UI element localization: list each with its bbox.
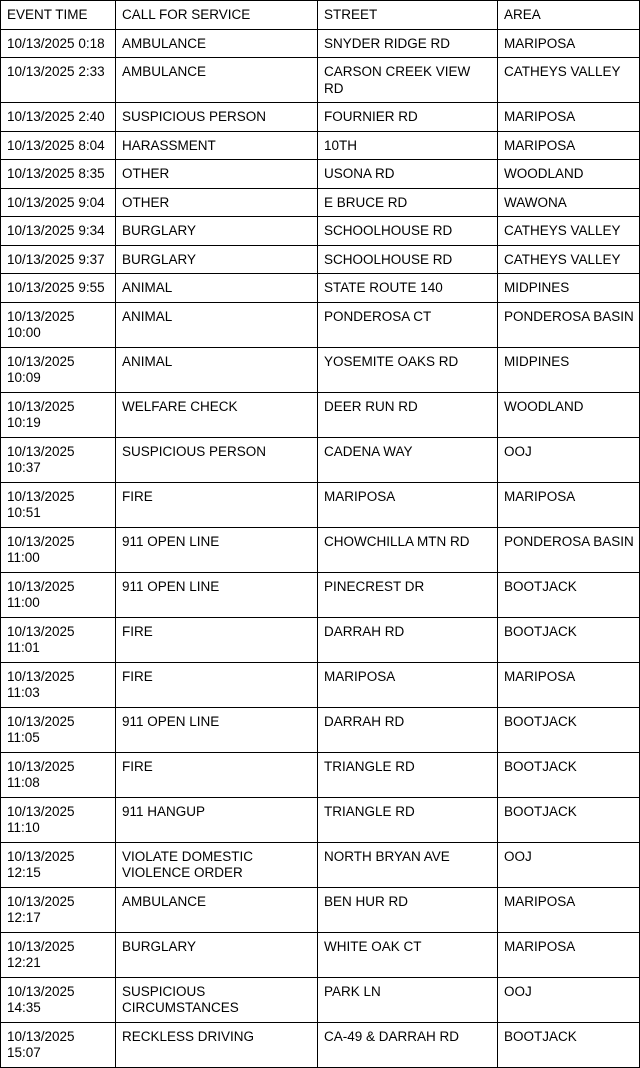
street-cell: 10TH xyxy=(318,131,498,160)
call-type-cell: 911 OPEN LINE xyxy=(116,572,318,617)
call-type-cell: HARASSMENT xyxy=(116,131,318,160)
area-cell: OOJ xyxy=(498,437,640,482)
street-cell: NORTH BRYAN AVE xyxy=(318,842,498,887)
call-type-cell: 911 HANGUP xyxy=(116,797,318,842)
area-cell: BOOTJACK xyxy=(498,572,640,617)
table-row xyxy=(1,217,640,246)
area-cell: CATHEYS VALLEY xyxy=(498,217,640,246)
table-row xyxy=(1,887,640,932)
street-cell: DARRAH RD xyxy=(318,707,498,752)
event-time-cell: 10/13/2025 11:08 xyxy=(1,752,116,797)
event-time-cell: 10/13/2025 2:33 xyxy=(1,58,116,103)
call-type-cell: OTHER xyxy=(116,160,318,189)
street-cell: CADENA WAY xyxy=(318,437,498,482)
event-time-cell: 10/13/2025 11:01 xyxy=(1,617,116,662)
street-cell: DARRAH RD xyxy=(318,617,498,662)
call-type-cell: BURGLARY xyxy=(116,932,318,977)
call-type-cell: OTHER xyxy=(116,188,318,217)
table-row xyxy=(1,188,640,217)
event-time-cell: 10/13/2025 9:34 xyxy=(1,217,116,246)
call-type-cell: AMBULANCE xyxy=(116,58,318,103)
street-cell: BEN HUR RD xyxy=(318,887,498,932)
call-type-cell: 911 OPEN LINE xyxy=(116,527,318,572)
event-time-cell: 10/13/2025 10:19 xyxy=(1,392,116,437)
area-cell: WOODLAND xyxy=(498,160,640,189)
table-row xyxy=(1,482,640,527)
street-cell: CHOWCHILLA MTN RD xyxy=(318,527,498,572)
street-cell: TRIANGLE RD xyxy=(318,752,498,797)
table-body xyxy=(1,29,640,1067)
table-row xyxy=(1,662,640,707)
area-cell: MIDPINES xyxy=(498,347,640,392)
street-cell: DEER RUN RD xyxy=(318,392,498,437)
area-cell: BOOTJACK xyxy=(498,617,640,662)
call-type-cell: FIRE xyxy=(116,662,318,707)
street-cell: PONDEROSA CT xyxy=(318,302,498,347)
event-time-cell: 10/13/2025 9:37 xyxy=(1,245,116,274)
street-cell: SNYDER RIDGE RD xyxy=(318,29,498,58)
call-type-cell: FIRE xyxy=(116,752,318,797)
area-cell: MIDPINES xyxy=(498,274,640,303)
event-time-cell: 10/13/2025 12:21 xyxy=(1,932,116,977)
table-row xyxy=(1,245,640,274)
table-row xyxy=(1,707,640,752)
call-type-cell: ANIMAL xyxy=(116,302,318,347)
street-cell: MARIPOSA xyxy=(318,482,498,527)
area-cell: CATHEYS VALLEY xyxy=(498,245,640,274)
call-type-cell: SUSPICIOUS PERSON xyxy=(116,437,318,482)
table-row xyxy=(1,1022,640,1067)
area-cell: WAWONA xyxy=(498,188,640,217)
call-type-cell: FIRE xyxy=(116,617,318,662)
street-cell: USONA RD xyxy=(318,160,498,189)
area-cell: OOJ xyxy=(498,977,640,1022)
event-time-cell: 10/13/2025 8:04 xyxy=(1,131,116,160)
table-row xyxy=(1,977,640,1022)
event-time-cell: 10/13/2025 11:10 xyxy=(1,797,116,842)
table-row xyxy=(1,274,640,303)
street-cell: FOURNIER RD xyxy=(318,103,498,132)
header-call-for-service: CALL FOR SERVICE xyxy=(116,1,318,30)
table-row xyxy=(1,347,640,392)
street-cell: YOSEMITE OAKS RD xyxy=(318,347,498,392)
table-row xyxy=(1,932,640,977)
table-row xyxy=(1,29,640,58)
table-row xyxy=(1,752,640,797)
event-time-cell: 10/13/2025 12:15 xyxy=(1,842,116,887)
event-time-cell: 10/13/2025 14:35 xyxy=(1,977,116,1022)
area-cell: MARIPOSA xyxy=(498,103,640,132)
call-type-cell: 911 OPEN LINE xyxy=(116,707,318,752)
header-street: STREET xyxy=(318,1,498,30)
event-time-cell: 10/13/2025 11:00 xyxy=(1,572,116,617)
header-event-time: EVENT TIME xyxy=(1,1,116,30)
event-time-cell: 10/13/2025 11:05 xyxy=(1,707,116,752)
street-cell: STATE ROUTE 140 xyxy=(318,274,498,303)
area-cell: CATHEYS VALLEY xyxy=(498,58,640,103)
street-cell: WHITE OAK CT xyxy=(318,932,498,977)
area-cell: OOJ xyxy=(498,842,640,887)
table-row xyxy=(1,617,640,662)
street-cell: CA-49 & DARRAH RD xyxy=(318,1022,498,1067)
call-type-cell: AMBULANCE xyxy=(116,887,318,932)
call-type-cell: BURGLARY xyxy=(116,217,318,246)
event-time-cell: 10/13/2025 10:00 xyxy=(1,302,116,347)
table-header-row xyxy=(1,1,640,30)
event-time-cell: 10/13/2025 2:40 xyxy=(1,103,116,132)
table-row xyxy=(1,160,640,189)
area-cell: BOOTJACK xyxy=(498,707,640,752)
street-cell: SCHOOLHOUSE RD xyxy=(318,217,498,246)
call-type-cell: FIRE xyxy=(116,482,318,527)
area-cell: MARIPOSA xyxy=(498,662,640,707)
area-cell: PONDEROSA BASIN xyxy=(498,527,640,572)
street-cell: SCHOOLHOUSE RD xyxy=(318,245,498,274)
event-time-cell: 10/13/2025 8:35 xyxy=(1,160,116,189)
table-row xyxy=(1,302,640,347)
event-time-cell: 10/13/2025 9:04 xyxy=(1,188,116,217)
event-time-cell: 10/13/2025 10:37 xyxy=(1,437,116,482)
call-type-cell: RECKLESS DRIVING xyxy=(116,1022,318,1067)
area-cell: MARIPOSA xyxy=(498,482,640,527)
call-type-cell: ANIMAL xyxy=(116,274,318,303)
call-type-cell: SUSPICIOUS PERSON xyxy=(116,103,318,132)
area-cell: MARIPOSA xyxy=(498,29,640,58)
street-cell: E BRUCE RD xyxy=(318,188,498,217)
street-cell: MARIPOSA xyxy=(318,662,498,707)
table-row xyxy=(1,58,640,103)
area-cell: BOOTJACK xyxy=(498,797,640,842)
event-time-cell: 10/13/2025 9:55 xyxy=(1,274,116,303)
area-cell: PONDEROSA BASIN xyxy=(498,302,640,347)
call-type-cell: WELFARE CHECK xyxy=(116,392,318,437)
table-row xyxy=(1,392,640,437)
event-time-cell: 10/13/2025 0:18 xyxy=(1,29,116,58)
event-time-cell: 10/13/2025 12:17 xyxy=(1,887,116,932)
event-time-cell: 10/13/2025 15:07 xyxy=(1,1022,116,1067)
street-cell: PINECREST DR xyxy=(318,572,498,617)
call-type-cell: SUSPICIOUS CIRCUMSTANCES xyxy=(116,977,318,1022)
area-cell: MARIPOSA xyxy=(498,131,640,160)
table-row xyxy=(1,842,640,887)
street-cell: CARSON CREEK VIEW RD xyxy=(318,58,498,103)
event-time-cell: 10/13/2025 10:09 xyxy=(1,347,116,392)
area-cell: MARIPOSA xyxy=(498,932,640,977)
table-row xyxy=(1,437,640,482)
table-row xyxy=(1,527,640,572)
table-row xyxy=(1,797,640,842)
table-row xyxy=(1,131,640,160)
call-type-cell: VIOLATE DOMESTIC VIOLENCE ORDER xyxy=(116,842,318,887)
area-cell: MARIPOSA xyxy=(498,887,640,932)
area-cell: WOODLAND xyxy=(498,392,640,437)
header-area: AREA xyxy=(498,1,640,30)
table-row xyxy=(1,572,640,617)
street-cell: PARK LN xyxy=(318,977,498,1022)
street-cell: TRIANGLE RD xyxy=(318,797,498,842)
area-cell: BOOTJACK xyxy=(498,752,640,797)
table-row xyxy=(1,103,640,132)
event-time-cell: 10/13/2025 11:00 xyxy=(1,527,116,572)
call-type-cell: AMBULANCE xyxy=(116,29,318,58)
event-time-cell: 10/13/2025 11:03 xyxy=(1,662,116,707)
area-cell: BOOTJACK xyxy=(498,1022,640,1067)
call-type-cell: BURGLARY xyxy=(116,245,318,274)
event-time-cell: 10/13/2025 10:51 xyxy=(1,482,116,527)
call-type-cell: ANIMAL xyxy=(116,347,318,392)
